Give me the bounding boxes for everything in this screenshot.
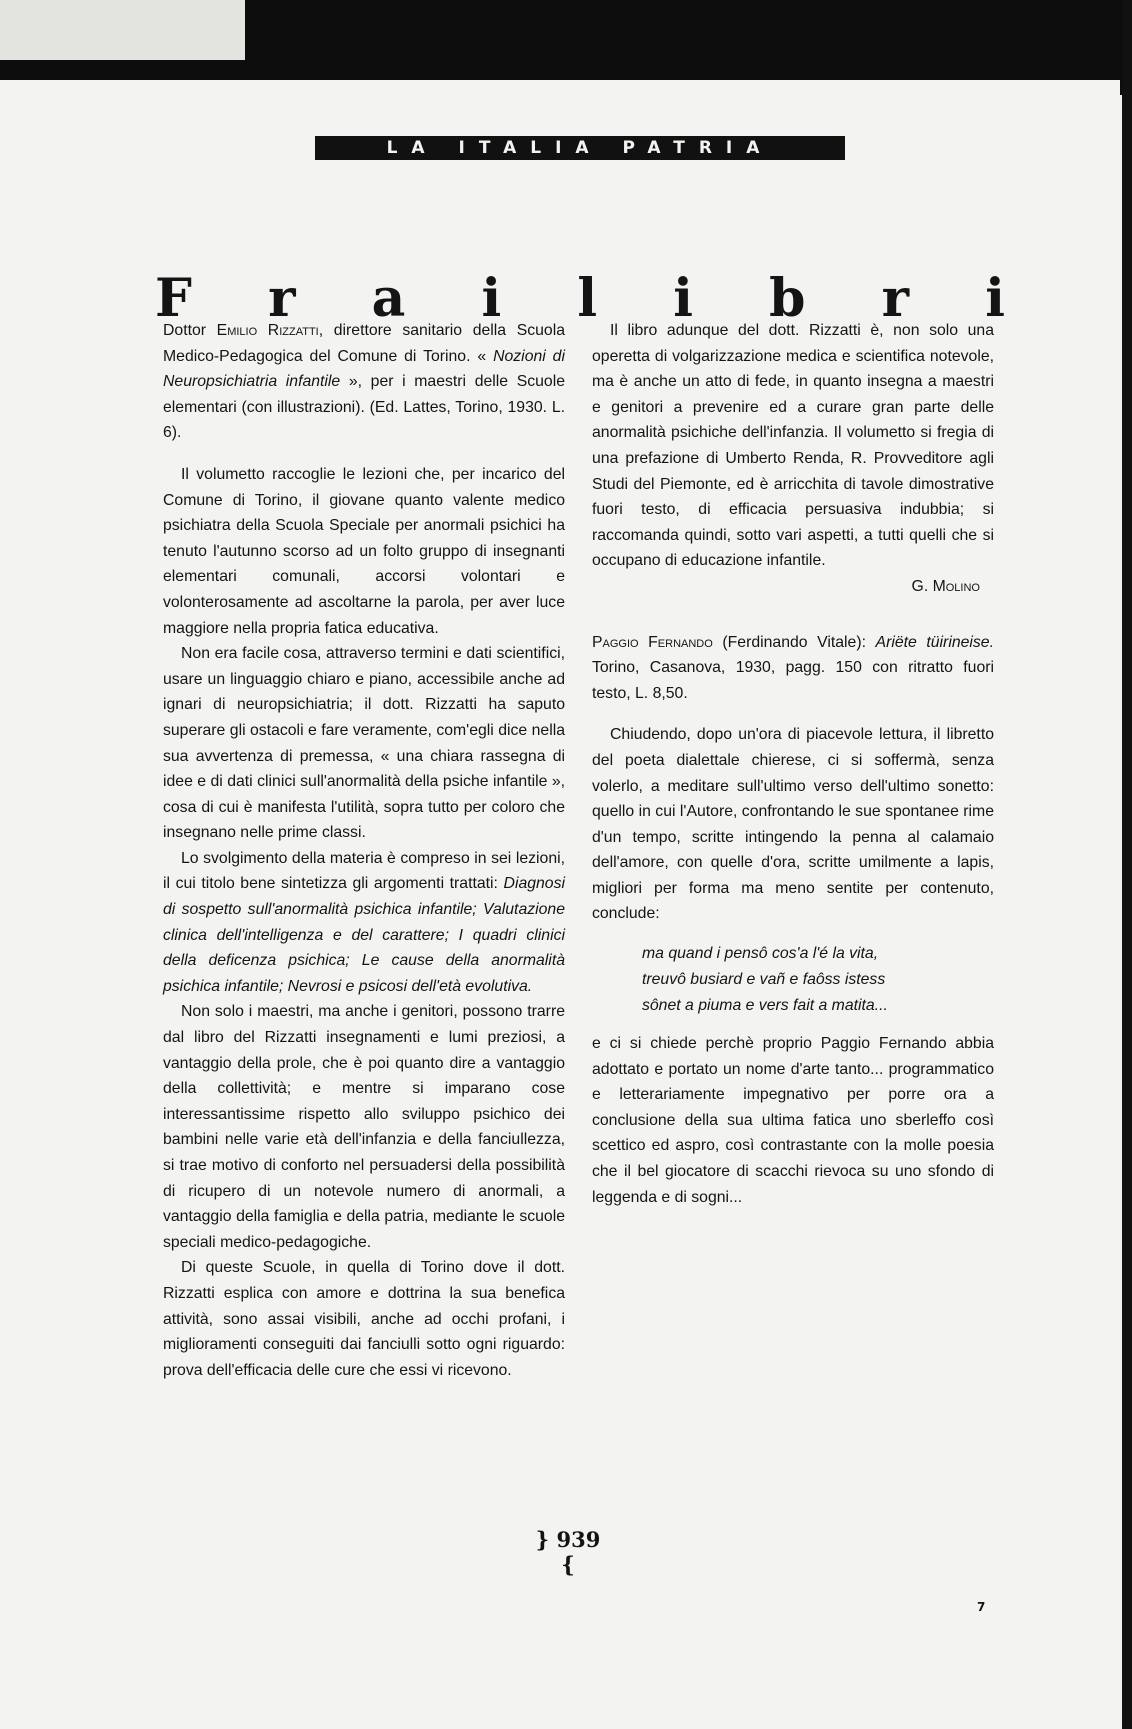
- signature-name: G. Molino: [911, 577, 980, 595]
- scan-paper-edge: [0, 0, 245, 60]
- title-letter: b: [769, 267, 806, 329]
- left-column: [163, 318, 565, 1383]
- review-paragraph: Non solo i maestri, ma anche i genitori, possono trarre dal libro del Rizzatti insegnamenti e lumi preziosi, a vantaggio della prole, che è poi quanto dire a vantaggio della collettività; e mentre si imparano cose interessantissime rispetto allo sviluppo psichico dei bambini nelle varie età dell'infanzia e della fanciullezza, si trae motivo di conforto nel persuadersi della possibilità di ricupero di un notevole numero di anormali, a vantaggio della famiglia e della patria, mediante le scuole speciali medico-pedagogiche.: [163, 1003, 565, 1251]
- title-letter: l: [577, 267, 598, 329]
- book-title: Nozioni di Neuropsichiatria infantile: [163, 347, 565, 391]
- review-paragraph: Chiudendo, dopo un'ora di piacevole lettura, il libretto del poeta dialettale chierese, ci si soffermà, senza volerlo, a meditare sull'ultimo verso dell'ultimo sonetto: quello in cui l'Autore, confrontando le sue spontanee rime d'un tempo, scritte intingendo la penna al calamaio dell'amore, con quelle d'ora, scritte umilmente a lapis, migliori per forma ma meno sentite per contenuto, conclude:: [592, 726, 994, 923]
- book-title: Ariëte tüirineise.: [875, 633, 994, 651]
- review-paragraph: Lo svolgimento della materia è compreso in sei lezioni, il cui titolo bene sintetizza gli argomenti trattati: Diagnosi di sospetto sull'anormalità psichica infantile; Valutazione clinica dell'intelligenza e del carattere; I quadri clinici della deficenza psichica; Le cause della anormalità psichica infantile; Nevrosi e psicosi dell'età evolutiva.: [163, 849, 565, 995]
- review-paragraph: e ci si chiede perchè proprio Paggio Fernando abbia adottato e portato un nome d'arte tanto... programmatico e letterariamente impegnativo per porre ora a conclusione della sua ultima fatica uno sberleffo così scettico ed aspro, così contrastante con la molle poesia che il bel giocatore di scacchi rievoca su uno sfondo di leggenda e di sogni...: [592, 1035, 994, 1206]
- right-column: [592, 318, 994, 1210]
- verse-line: ma quand i pensô cos'a l'é la vita,: [642, 945, 879, 963]
- review-paragraph: Il libro adunque del dott. Rizzatti è, non solo una operetta di volgarizzazione medica e scientifica notevole, ma è anche un atto di fede, in quanto insegna a maestri e genitori a prevenire ed a curare gran parte delle anormalità psichiche dell'infanzia. Il volumetto si fregia di una prefazione di Umberto Renda, R. Provveditore agli Studi del Piemonte, ed è arricchita di tavole dimostrative fuori testo, di efficacia persuasiva indubbia; si raccomanda quindi, sotto vari aspetti, a tutti quelli che si occupano di educazione infantile.: [592, 322, 994, 570]
- scan-border-right: [1122, 0, 1132, 1729]
- review-citation: Dottor Emilio Rizzatti, direttore sanitario della Scuola Medico-Pedagogica del Comune di Torino. « Nozioni di Neuropsichiatria infantile », per i maestri delle Scuole elementari (con illustrazioni). (Ed. Lattes, Torino, 1930. L. 6).: [163, 322, 566, 442]
- verse-quote: [642, 941, 994, 1019]
- title-letter: i: [985, 267, 1005, 329]
- lesson-titles: Diagnosi di sospetto sull'anormalità psichica infantile; Valutazione clinica dell'intelligenza e del carattere; I quadri clinici della deficenza psichica; Le cause della anormalità psichica infantile; Nevrosi e psicosi dell'età evolutiva.: [163, 875, 565, 995]
- signature-mark: 7: [977, 1600, 986, 1614]
- review-paragraph: Di queste Scuole, in quella di Torino dove il dott. Rizzatti esplica con amore e dottrina la sua benefica attività, sono assai visibili, anche ad occhi profani, i miglioramenti conseguiti dai fanciulli sotto ogni riguardo: prova dell'efficacia delle cure che essi vi ricevono.: [163, 1259, 565, 1379]
- section-banner: LA ITALIA PATRIA: [315, 136, 845, 160]
- review-citation: Paggio Fernando (Ferdinando Vitale): Ariëte tüirineise. Torino, Casanova, 1930, pagg. 150 con ritratto fuori testo, L. 8,50.: [592, 633, 994, 702]
- review-paragraph: Non era facile cosa, attraverso termini e dati scientifici, usare un linguaggio chiaro e piano, accessibile anche ad ignari di neuropsichiatria; il dott. Rizzatti ha saputo superare gli ostacoli e fare veramente, com'egli dice nella sua avvertenza di premessa, « una chiara rassegna di idee e di dati clinici sull'anormalità della psiche infantile », cosa di cui è manifesta l'utilità, sopra tutto per coloro che insegnano nelle prime classi.: [163, 645, 565, 842]
- title-letter: r: [881, 267, 910, 329]
- title-letter: a: [371, 267, 406, 329]
- review-paragraph: Il volumetto raccoglie le lezioni che, per incarico del Comune di Torino, il giovane quanto valente medico psichiatra della Scuola Speciale per anormali psichici ha tenuto l'autunno scorso ad un folto gruppo di insegnanti elementari comunali, accorsi volontari e volonterosamente ad ascoltarne la parola, per aver luce maggiore nella propria fatica educativa.: [163, 465, 565, 637]
- title-letter: r: [268, 267, 296, 329]
- verse-line: sônet a piuma e vers fait a matita...: [642, 997, 888, 1015]
- verse-line: treuvô busiard e vañ e faôss istess: [642, 971, 886, 989]
- review-signature: [592, 574, 994, 600]
- title-letter: F: [155, 267, 192, 329]
- page-number: } 939 {: [535, 1527, 601, 1577]
- title-letter: i: [481, 267, 502, 329]
- author-name: Emilio Rizzatti: [216, 322, 319, 339]
- author-name: Paggio Fernando: [592, 633, 713, 651]
- title-letter: i: [673, 267, 694, 329]
